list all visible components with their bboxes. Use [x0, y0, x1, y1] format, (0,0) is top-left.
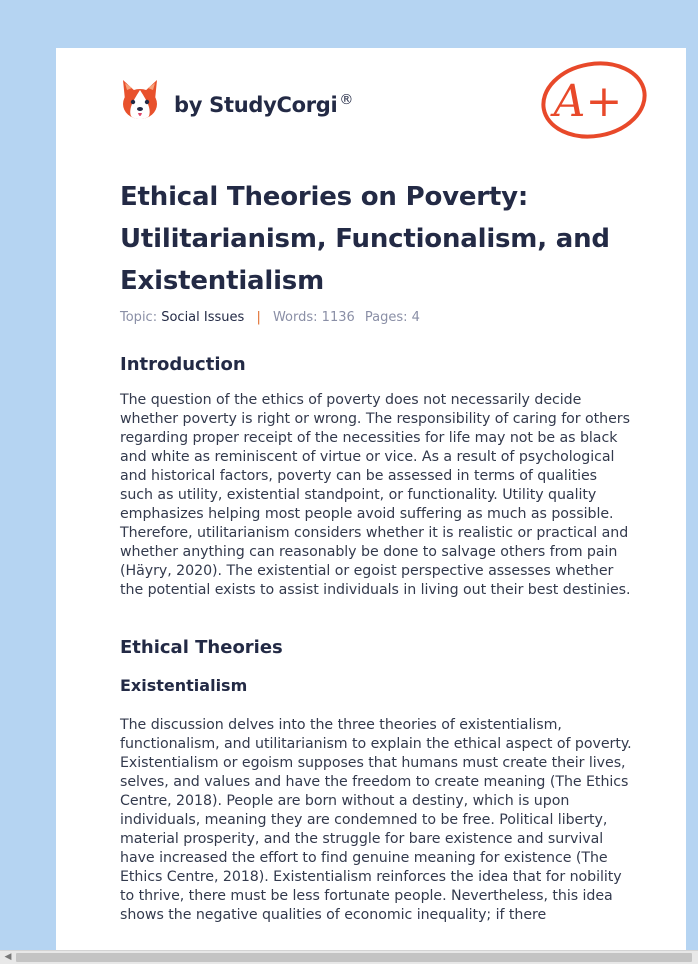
topic-label: Topic: [120, 310, 158, 325]
scroll-left-arrow-icon[interactable]: ◀ [4, 952, 12, 962]
meta-separator: | [256, 310, 261, 325]
registered-mark: ® [339, 91, 354, 108]
corgi-logo-icon [120, 78, 160, 122]
ethical-theories-heading: Ethical Theories [120, 637, 283, 658]
existentialism-heading: Existentialism [120, 676, 248, 695]
page-count: Pages: 4 [364, 310, 420, 325]
word-count: Words: 1136 [272, 310, 355, 325]
topic-link[interactable]: Social Issues [161, 310, 245, 325]
document-meta [120, 310, 420, 325]
scroll-thumb[interactable] [16, 953, 692, 962]
introduction-paragraph: The question of the ethics of poverty does not necessarily decide whether poverty is right or wrong. The responsibility of caring for others regarding proper receipt of the necessities for life may not be as black and white as reminiscent of virtue or vice. As a result of psychological and historical factors, poverty can be assessed in terms of qualities such as utility, existential standpoint, or functionality. Utility quality emphasizes helping most people avoid suffering as much as possible. Therefore, utilitarianism considers whether it is realistic or practical and whether anything can reasonably be done to salvage others from pain (Häyry, 2020). The existential or egoist perspective assesses whether the potential exists to assist individuals in living out their best destinies. [120, 392, 631, 598]
a-plus-badge-icon [538, 58, 650, 142]
grade-text: A+ [553, 76, 623, 127]
document-page [56, 48, 686, 950]
brand-name: by StudyCorgi ® [174, 91, 354, 117]
horizontal-scrollbar[interactable] [0, 950, 698, 964]
page-title: Ethical Theories on Poverty: Utilitarianism, Functionalism, and Existentialism [120, 182, 610, 296]
existentialism-paragraph: The discussion delves into the three theories of existentialism, functionalism, and utilitarianism to explain the ethical aspect of poverty. Existentialism or egoism supposes that humans must create their lives, selves, and values and have the freedom to create meaning (The Ethics Centre, 2018). People are born without a destiny, which is upon individuals, meaning they are condemned to be free. Political liberty, material prosperity, and the struggle for bare existence and survival have increased the effort to find genuine meaning for existence (The Ethics Centre, 2018). Existentialism reinforces the idea that for nobility to thrive, there must be less fortunate people. Nevertheless, this idea shows the negative qualities of economic inequality; if there [120, 717, 632, 923]
introduction-heading: Introduction [120, 354, 246, 375]
brand[interactable] [120, 76, 353, 124]
